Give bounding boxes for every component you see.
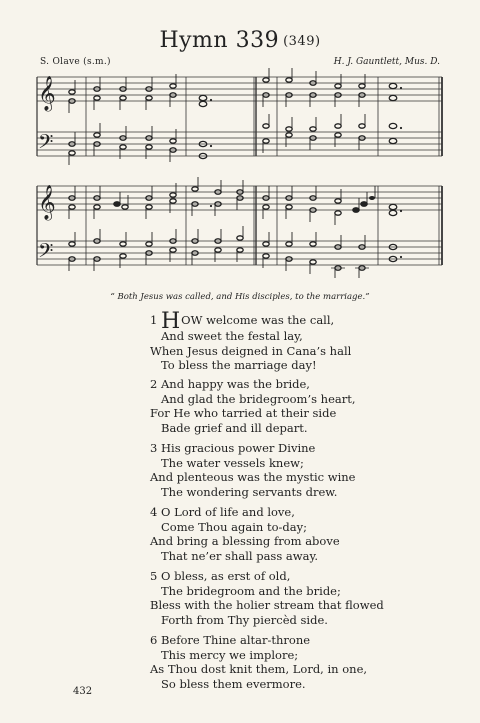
verse-line: The bridegroom and the bride; [161, 583, 341, 598]
verse-line: When Jesus deigned in Cana’s hall [150, 343, 352, 358]
verse-4 [150, 505, 410, 563]
verse-line: That ne’er shall pass away. [161, 548, 319, 563]
svg-text:𝄞: 𝄞 [38, 76, 56, 111]
page-number: 432 [73, 686, 93, 697]
verse-number: 5 [150, 569, 158, 583]
svg-text:𝄞: 𝄞 [38, 185, 56, 220]
verse-line: 5 O bless, as erst of old, [150, 569, 291, 583]
svg-text:𝄢: 𝄢 [38, 239, 54, 267]
svg-text:𝄢: 𝄢 [38, 130, 54, 158]
treble-clef-icon [38, 76, 56, 112]
verse-line: And bring a blessing from above [150, 534, 340, 548]
verse-line: 3 His gracious power Divine [150, 441, 316, 455]
verse-line: The water vessels knew; [161, 455, 304, 470]
verse-number: 6 [150, 633, 158, 647]
verse-line: 6 Before Thine altar-throne [150, 633, 311, 647]
drop-cap: H [160, 309, 181, 334]
verse-line: To bless the marriage day! [161, 358, 317, 372]
verse-number: 3 [150, 441, 158, 455]
notes-system-2 [69, 187, 397, 270]
treble-clef-icon [38, 185, 56, 221]
hymn-title [0, 28, 480, 53]
bass-clef-icon [38, 130, 53, 158]
verse-line: And plenteous was the mystic wine [150, 470, 356, 484]
verse-2 [150, 377, 410, 435]
verse-number: 4 [150, 505, 158, 519]
music-system-1 [0, 66, 480, 166]
verse-3 [150, 441, 410, 499]
verse-line: Bade grief and ill depart. [161, 420, 308, 435]
verse-6 [150, 633, 410, 691]
bass-clef-icon [38, 239, 53, 267]
music-system-2 [0, 176, 480, 281]
hymn-title-text: Hymn 339 [159, 28, 280, 53]
verse-line: The wondering servants drew. [161, 484, 338, 499]
verse-line: And sweet the festal lay, [161, 329, 303, 343]
verse-5 [150, 569, 410, 627]
verse-line: For He who tarried at their side [150, 406, 337, 420]
verse-line: 4 O Lord of life and love, [150, 505, 295, 519]
epigraph: “ Both Jesus was called, and His disciples, to the marriage.” [110, 292, 370, 302]
verse-line: Bless with the holier stream that flowed [150, 598, 384, 612]
verse-number: 1 [150, 313, 158, 327]
verse-line: Come Thou again to-day; [161, 519, 307, 534]
verse-line: So bless them evermore. [161, 676, 306, 691]
verse-line: As Thou dost knit them, Lord, in one, [150, 662, 368, 676]
notes-system-1 [69, 78, 397, 159]
hymn-alt-number: (349) [283, 34, 321, 49]
verse-1 [150, 309, 410, 373]
tune-name: S. Olave (s.m.) [40, 57, 111, 67]
verse-line: This mercy we implore; [161, 647, 299, 662]
verse-line: 1 HOW welcome was the call, [150, 309, 335, 334]
verse-line: 2 And happy was the bride, [150, 377, 310, 391]
verse-number: 2 [150, 377, 158, 391]
verse-line: Forth from Thy piercèd side. [161, 612, 328, 627]
verse-line: And glad the bridegroom’s heart, [161, 391, 356, 406]
composer-name: H. J. Gauntlett, Mus. D. [333, 57, 440, 67]
